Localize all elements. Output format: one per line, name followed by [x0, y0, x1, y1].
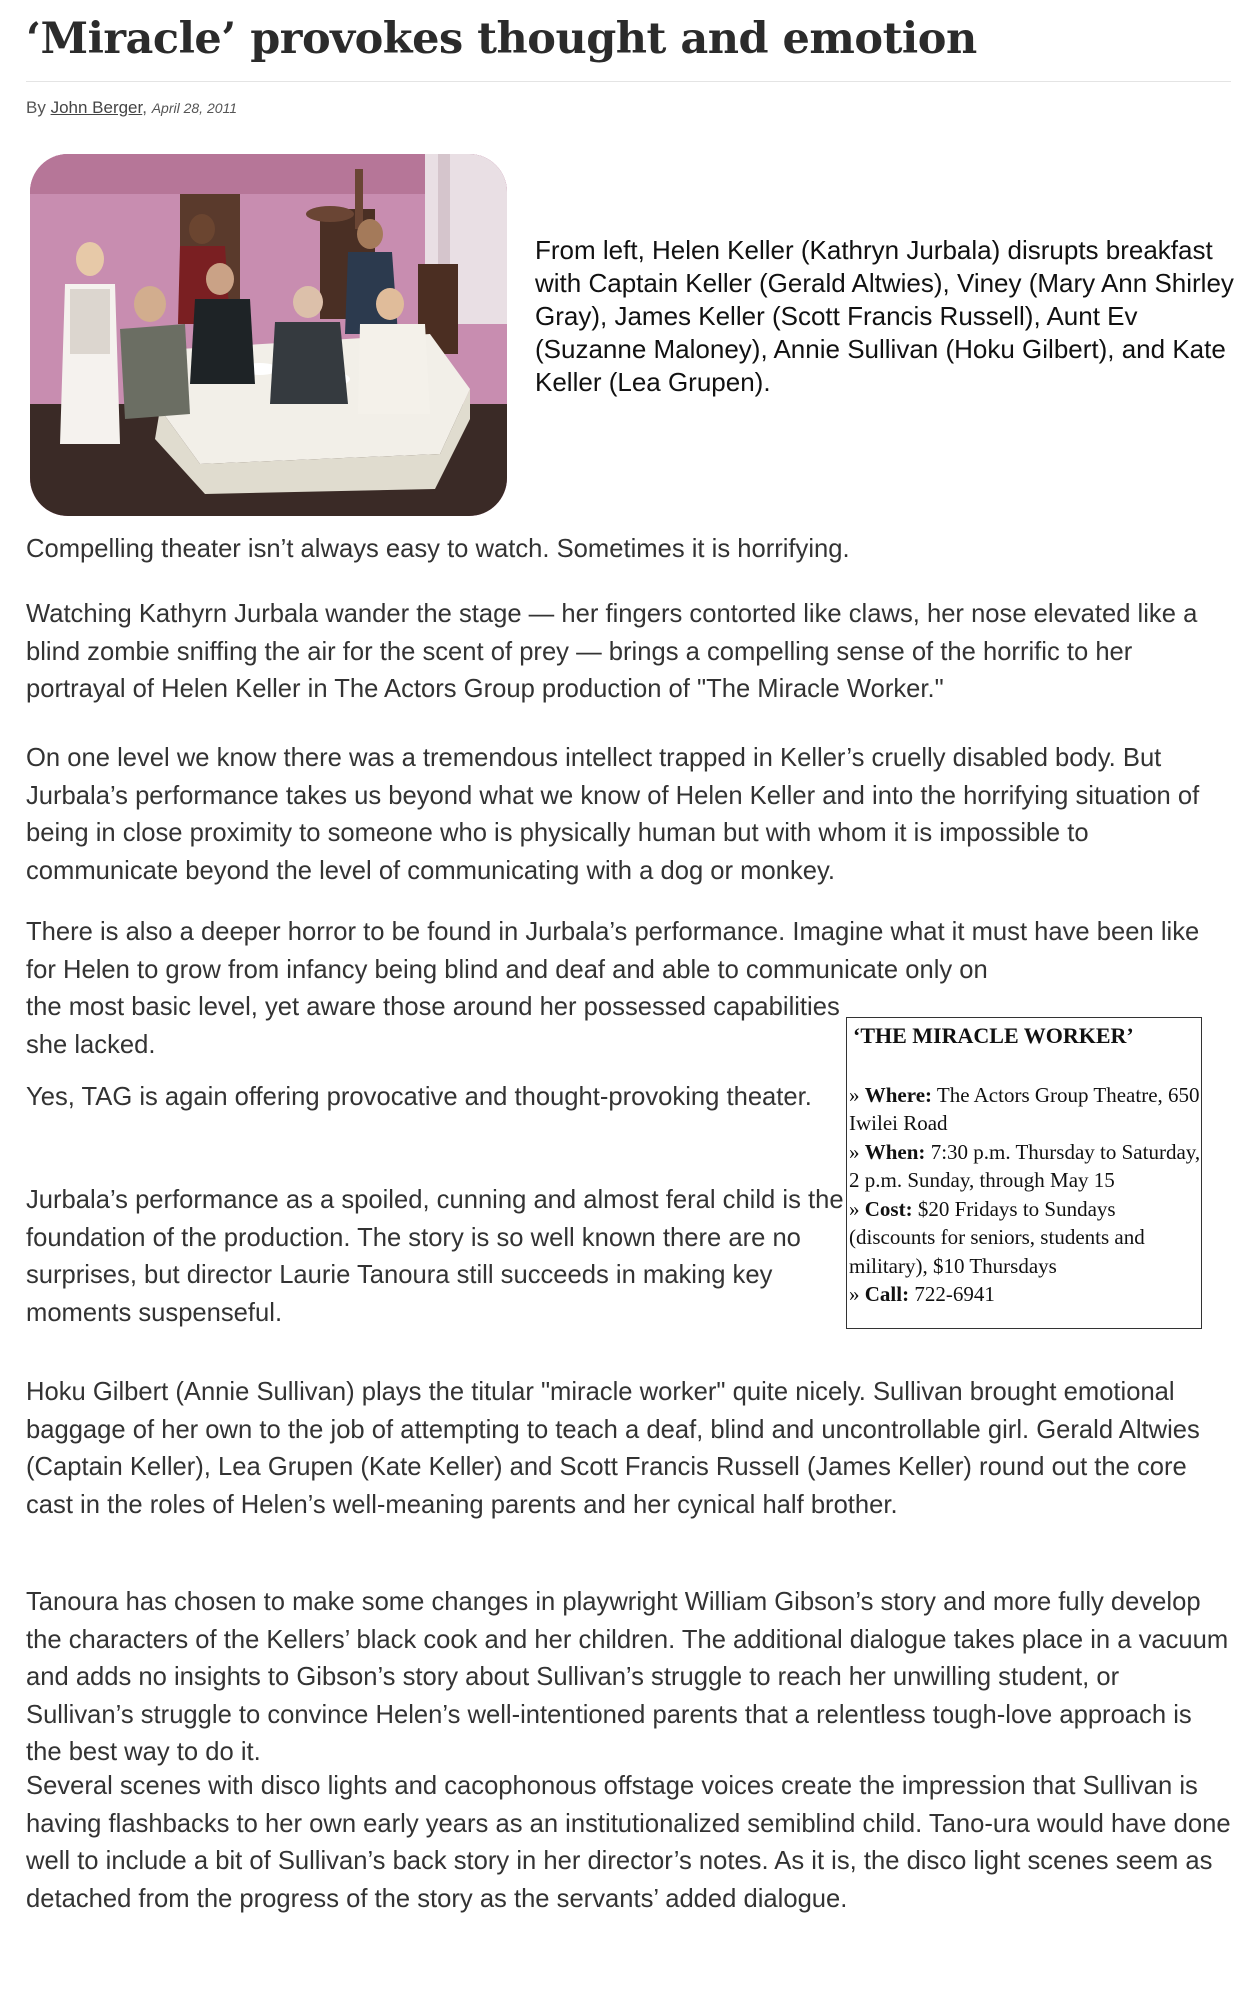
- article-paragraph: Watching Kathyrn Jurbala wander the stage — her fingers contorted like claws, her nose elevated like a blind zombie sniffing the air for the scent of prey — brings a compelling sense of the horrific to her portrayal of Helen Keller in The Actors Group production of "The Miracle Worker.": [26, 600, 1198, 703]
- headline-divider: [26, 81, 1231, 82]
- byline-prefix: By: [26, 98, 51, 117]
- article-paragraph: Several scenes with disco lights and cacophonous offstage voices create the impression that Sullivan is having flashbacks to her own early years as an institutionalized semiblind child. Tano-ura would have done well to include a bit of Sullivan’s back story in her director’s notes. As it is, the disco light scenes seem as detached from the progress of the story as the servants’ added dialogue.: [26, 1772, 1231, 1913]
- article-paragraph: There is also a deeper horror to be found in Jurbala’s performance. Imagine what it must have been like for Helen to grow from infancy being blind and deaf and able to communicate only on: [26, 918, 1200, 984]
- byline: [26, 98, 237, 118]
- article-paragraph: On one level we know there was a tremendous intellect trapped in Keller’s cruelly disabled body. But Jurbala’s performance takes us beyond what we know of Helen Keller and into the horrifying situation of being in close proximity to someone who is physically human but with whom it is impossible to communicate beyond the level of communicating with a dog or monkey.: [26, 744, 1200, 885]
- photo-caption: From left, Helen Keller (Kathryn Jurbala) disrupts breakfast with Captain Keller (Gerald Altwies), Viney (Mary Ann Shirley Gray), James Keller (Scott Francis Russell), Aunt Ev (Suzanne Maloney), Annie Sullivan (Hoku Gilbert), and Kate Keller (Lea Grupen).: [535, 235, 1234, 397]
- article-paragraph: Jurbala’s performance as a spoiled, cunning and almost feral child is the foundation of the production. The story is so well known there are no surprises, but director Laurie Tanoura still succeeds in making key moments suspenseful.: [26, 1186, 844, 1327]
- article-headline: ‘Miracle’ provokes thought and emotion: [26, 14, 977, 64]
- production-photo: [30, 154, 507, 516]
- event-info-box: [846, 1017, 1202, 1329]
- author-link[interactable]: John Berger: [50, 98, 143, 117]
- article-paragraph: the most basic level, yet aware those around her possessed capabilities she lacked.: [26, 993, 840, 1059]
- event-info-title: ‘THE MIRACLE WORKER’: [853, 1023, 1134, 1048]
- article-paragraph: Compelling theater isn’t always easy to watch. Sometimes it is horrifying.: [26, 535, 850, 563]
- event-call: » Call: 722-6941: [849, 1282, 995, 1306]
- publish-date: April 28, 2011: [151, 100, 238, 116]
- article-paragraph: Tanoura has chosen to make some changes in playwright William Gibson’s story and more fully develop the characters of the Kellers’ black cook and her children. The additional dialogue takes place in a vacuum and adds no insights to Gibson’s story about Sullivan’s struggle to reach her unwilling student, or Sullivan’s struggle to convince Helen’s well-intentioned parents that a relentless tough-love approach is the best way to do it.: [26, 1588, 1229, 1766]
- article-paragraph: Hoku Gilbert (Annie Sullivan) plays the titular "miracle worker" quite nicely. Sullivan brought emotional baggage of her own to the job of attempting to teach a deaf, blind and uncontrollable girl. Gerald Altwies (Captain Keller), Lea Grupen (Kate Keller) and Scott Francis Russell (James Keller) round out the core cast in the roles of Helen’s well-meaning parents and her cynical half brother.: [26, 1378, 1200, 1519]
- article-paragraph: Yes, TAG is again offering provocative and thought-provoking theater.: [26, 1083, 812, 1111]
- event-when: » When: 7:30 p.m. Thursday to Saturday, 2 p.m. Sunday, through May 15: [849, 1139, 1201, 1192]
- event-cost: » Cost: $20 Fridays to Sundays (discounts for seniors, students and military), $10 Thursdays: [849, 1196, 1145, 1278]
- event-where: » Where: The Actors Group Theatre, 650 Iwilei Road: [849, 1082, 1200, 1135]
- byline-separator: ,: [142, 98, 152, 117]
